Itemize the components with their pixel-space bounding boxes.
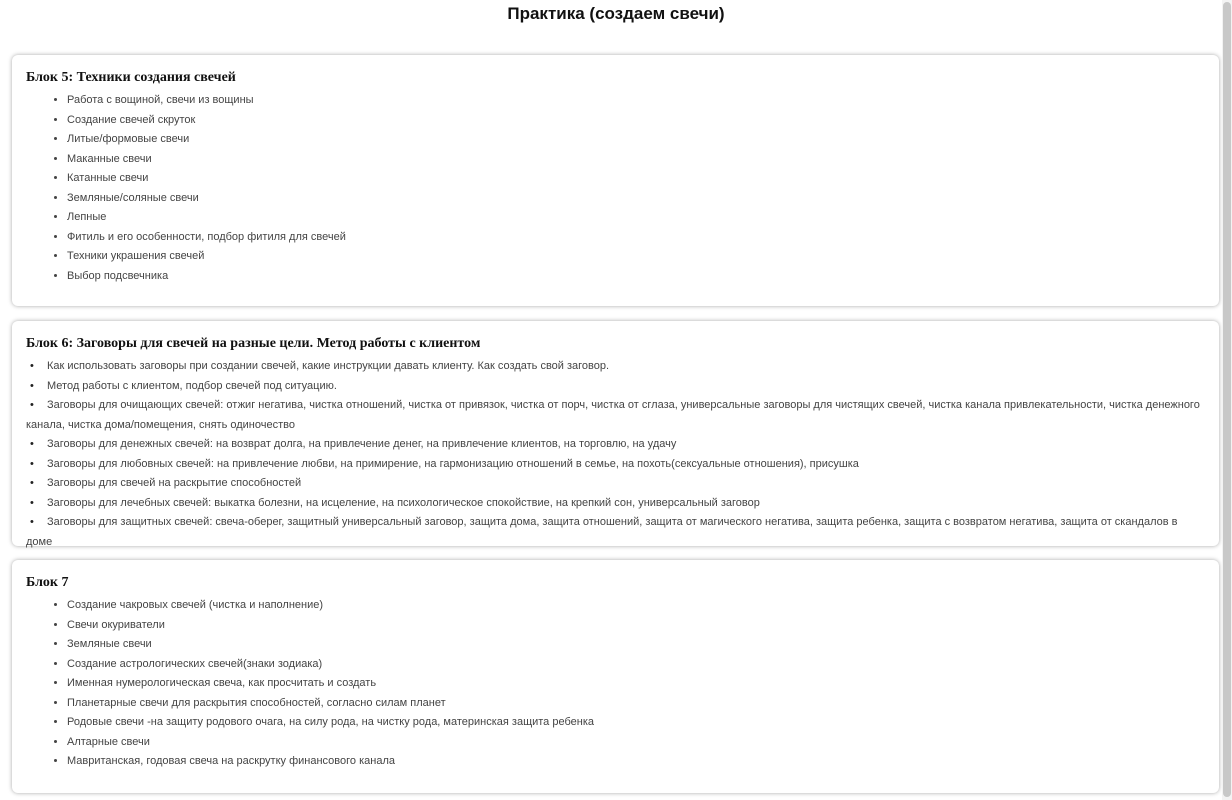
list-item: • Работа с вощиной, свечи из вощины <box>67 91 1205 111</box>
bullet-icon: • <box>30 496 34 509</box>
bullet-icon: • <box>30 516 34 528</box>
bullet-icon: • <box>30 399 34 411</box>
list-item: • Родовые свечи -на защиту родового очага, на силу рода, на чистку рода, материнская защита ребенка <box>67 713 1205 733</box>
list-item: • Лепные <box>67 208 1205 228</box>
list-item: • Как использовать заговоры при создании свечей, какие инструкции давать клиенту. Как создать свой заговор. <box>26 357 1205 377</box>
block-title: Блок 7 <box>26 575 69 590</box>
bullet-icon: • <box>30 379 34 392</box>
list-item: • Катанные свечи <box>67 169 1205 189</box>
block-7-card <box>12 560 1219 793</box>
block-5-list <box>26 91 1205 286</box>
list-item: • Мавританская, годовая свеча на раскрутку финансового канала <box>67 752 1205 772</box>
list-item: • Метод работы с клиентом, подбор свечей под ситуацию. <box>26 377 1205 397</box>
list-item: • Выбор подсвечника <box>67 267 1205 287</box>
list-item: • Создание астрологических свечей(знаки зодиака) <box>67 655 1205 675</box>
bullet-icon: • <box>30 477 34 489</box>
list-item: • Свечи окуриватели <box>67 616 1205 636</box>
list-item: • Создание свечей скруток <box>67 111 1205 131</box>
page-title: Практика (создаем свечи) <box>507 4 725 23</box>
list-item: • Заговоры для лечебных свечей: выкатка болезни, на исцеление, на психологическое спокойствие, на крепкий сон, универсальный заговор <box>26 494 1205 514</box>
block-5-card <box>12 55 1219 306</box>
list-item: • Литые/формовые свечи <box>67 130 1205 150</box>
list-item: • Заговоры для денежных свечей: на возврат долга, на привлечение денег, на привлечение клиентов, на торговлю, на удачу <box>26 435 1205 455</box>
list-item: • Заговоры для защитных свечей: свеча-оберег, защитный универсальный заговор, защита дома, защита отношений, защита от магического негатива, защита ребенка, защита с возвратом негатива, защита от скандалов в доме <box>26 513 1205 552</box>
block-6-card <box>12 321 1219 546</box>
list-item: • Фитиль и его особенности, подбор фитиля для свечей <box>67 228 1205 248</box>
block-title: Блок 5: Техники создания свечей <box>26 70 236 85</box>
list-item: • Маканные свечи <box>67 150 1205 170</box>
list-item: • Земляные/соляные свечи <box>67 189 1205 209</box>
scrollbar-thumb[interactable] <box>1223 2 1231 797</box>
bullet-icon: • <box>30 438 34 450</box>
block-title: Блок 6: Заговоры для свечей на разные цели. Метод работы с клиентом <box>26 336 481 351</box>
list-item: • Заговоры для свечей на раскрытие способностей <box>26 474 1205 494</box>
list-item: • Создание чакровых свечей (чистка и наполнение) <box>67 596 1205 616</box>
vertical-scrollbar[interactable] <box>1222 0 1232 800</box>
list-item: • Планетарные свечи для раскрытия способностей, согласно силам планет <box>67 694 1205 714</box>
list-item: • Земляные свечи <box>67 635 1205 655</box>
list-item: • Алтарные свечи <box>67 733 1205 753</box>
list-item: • Техники украшения свечей <box>67 247 1205 267</box>
list-item: • Заговоры для любовных свечей: на привлечение любви, на примирение, на гармонизацию отношений в семье, на похоть(сексуальные отношения), присушка <box>26 455 1205 475</box>
block-6-list <box>26 357 1205 552</box>
list-item: • Именная нумерологическая свеча, как просчитать и создать <box>67 674 1205 694</box>
bullet-icon: • <box>30 360 34 372</box>
block-7-list <box>26 596 1205 772</box>
list-item: • Заговоры для очищающих свечей: отжиг негатива, чистка отношений, чистка от привязок, чистка от порч, чистка от сглаза, универсальные заговоры для чистящих свечей, чистка канала привлекательности, чистка денежного канала, чистка дома/помещения, снять одиночество <box>26 396 1205 435</box>
bullet-icon: • <box>30 457 34 470</box>
